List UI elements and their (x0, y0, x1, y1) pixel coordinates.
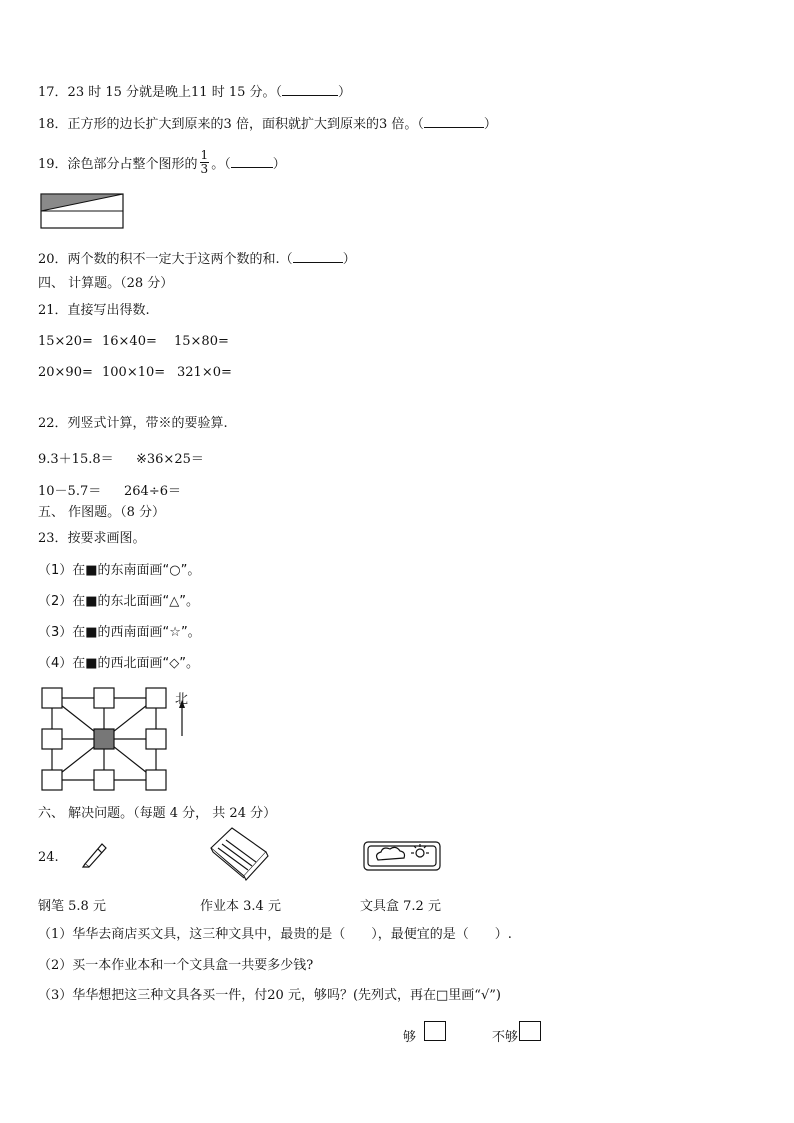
calc-item: 100×10= (102, 365, 166, 380)
grid-box-se[interactable] (146, 770, 166, 790)
enough-checkbox[interactable] (424, 1021, 446, 1041)
calc-item: 15×20= (38, 334, 93, 349)
q23-item-4: （4）在■的西北面画“◇”。 (38, 656, 200, 671)
question-17 (38, 83, 351, 101)
close-paren: ） (342, 252, 356, 267)
question-19 (38, 148, 286, 178)
question-22-title: 22．列竖式计算，带※的要验算. (38, 416, 228, 431)
answer-blank[interactable] (293, 250, 343, 263)
pen-icon (80, 838, 110, 868)
section-6-heading: 六、 解决问题。（每题 4 分， 共 24 分） (38, 806, 277, 821)
question-18 (38, 115, 497, 133)
calc-item: 321×0= (177, 365, 232, 380)
pencil-case-icon (362, 836, 442, 876)
vertical-calc-item: 9.3＋15.8＝ (38, 452, 114, 467)
item-label-notebook: 作业本 3.4 元 (200, 899, 281, 914)
grid-box-e[interactable] (146, 729, 166, 749)
grid-box-n[interactable] (94, 688, 114, 708)
section-5-heading: 五、 作图题。（8 分） (38, 505, 166, 520)
vertical-calc-item: 10－5.7＝ (38, 484, 102, 499)
answer-blank[interactable] (424, 115, 484, 128)
grid-box-nw[interactable] (42, 688, 62, 708)
close-paren: ） (338, 85, 352, 100)
q23-item-1: （1）在■的东南面画“○”。 (38, 563, 201, 578)
fraction-numerator: 1 (200, 148, 209, 162)
fraction (200, 149, 210, 176)
question-20 (38, 250, 356, 268)
q24-sub-3: （3）华华想把这三种文具各买一件，付20 元，够吗？(先列式，再在□里画“√”) (38, 988, 501, 1003)
section-4-heading: 四、 计算题。（28 分） (38, 276, 174, 291)
fraction-denominator: 3 (200, 162, 209, 176)
question-19-after: 。（ (211, 157, 231, 172)
q23-item-3: （3）在■的西南面画“☆”。 (38, 625, 201, 640)
q23-item-2: （2）在■的东北面画“△”。 (38, 594, 200, 609)
grid-box-ne[interactable] (146, 688, 166, 708)
vertical-calc-item: 264÷6＝ (124, 484, 181, 499)
close-paren: ） (272, 157, 286, 172)
not-enough-checkbox[interactable] (519, 1021, 541, 1041)
question-21-title: 21．直接写出得数. (38, 303, 150, 318)
question-19-text: 19．涂色部分占整个图形的 (38, 157, 198, 172)
shaded-rectangle-figure (40, 193, 124, 229)
grid-box-sw[interactable] (42, 770, 62, 790)
enough-label: 够 (403, 1030, 417, 1045)
answer-blank[interactable] (231, 155, 273, 168)
item-label-pen: 钢笔 5.8 元 (38, 899, 106, 914)
calc-item: 16×40= (102, 334, 157, 349)
direction-grid-figure (38, 686, 198, 792)
grid-box-s[interactable] (94, 770, 114, 790)
q24-sub-1: （1）华华去商店买文具，这三种文具中，最贵的是（ ），最便宜的是（ ）. (38, 927, 512, 942)
center-filled-square (94, 729, 114, 749)
grid-box-w[interactable] (42, 729, 62, 749)
close-paren: ） (483, 117, 497, 132)
item-label-pencil-case: 文具盒 7.2 元 (360, 899, 441, 914)
notebook-icon (208, 826, 270, 882)
q24-sub-2: （2）买一本作业本和一个文具盒一共要多少钱? (38, 958, 314, 973)
calc-item: 15×80= (174, 334, 229, 349)
calc-item: 20×90= (38, 365, 93, 380)
vertical-calc-item: ※36×25＝ (136, 452, 204, 467)
question-18-text: 18．正方形的边长扩大到原来的3 倍，面积就扩大到原来的3 倍。（ (38, 117, 424, 132)
answer-blank[interactable] (282, 83, 338, 96)
question-23-title: 23．按要求画图。 (38, 531, 146, 546)
north-label: 北 (175, 692, 189, 707)
question-20-text: 20．两个数的积不一定大于这两个数的和.（ (38, 252, 293, 267)
question-17-text: 17．23 时 15 分就是晚上11 时 15 分。（ (38, 85, 283, 100)
not-enough-label: 不够 (492, 1030, 519, 1045)
question-24-number: 24. (38, 850, 59, 865)
